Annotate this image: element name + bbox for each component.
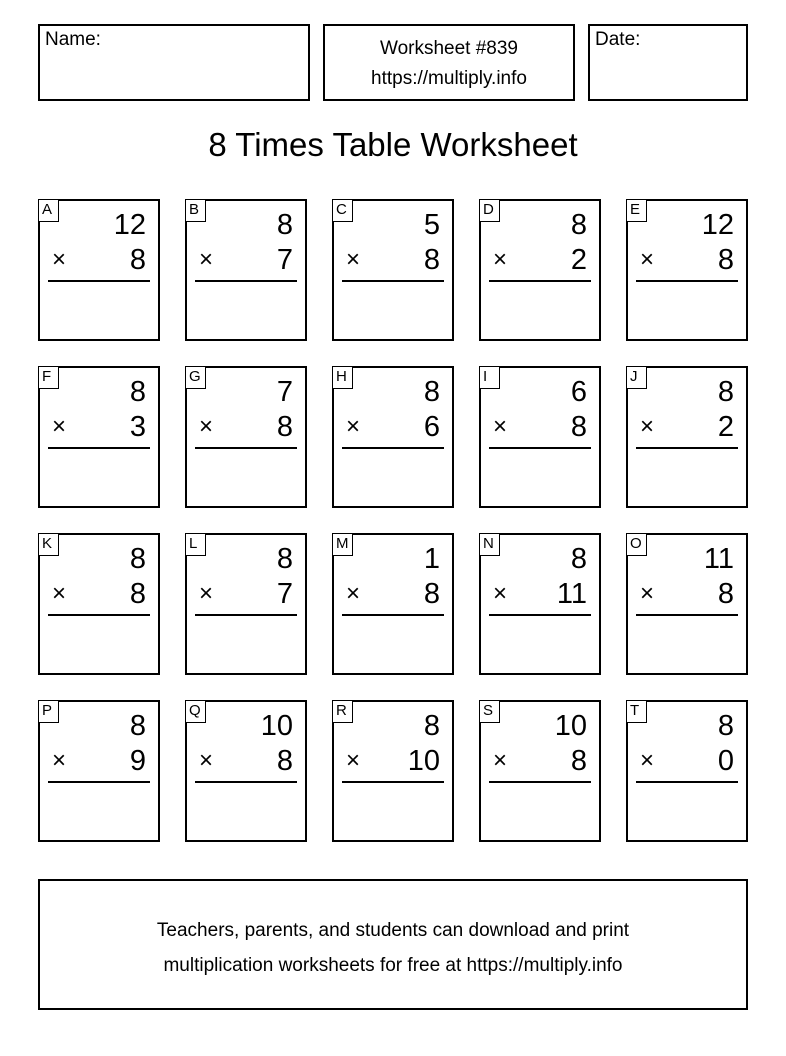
answer-rule	[636, 614, 738, 616]
date-field-box[interactable]	[588, 24, 748, 101]
answer-rule	[489, 781, 591, 783]
answer-rule	[636, 447, 738, 449]
multiplicand: 12	[701, 209, 734, 241]
multiplier: 8	[717, 578, 734, 610]
answer-rule	[342, 781, 444, 783]
problem-letter: N	[479, 533, 500, 556]
footer-box	[38, 879, 748, 1010]
multiplier: 2	[717, 411, 734, 443]
worksheet-number: Worksheet #839	[379, 38, 518, 59]
problem-letter: G	[185, 366, 206, 389]
multiplier: 10	[407, 745, 440, 777]
multiply-sign-icon: ×	[199, 413, 214, 440]
answer-rule	[489, 614, 591, 616]
multiplier: 0	[717, 745, 734, 777]
problem-letter: B	[185, 199, 206, 222]
multiply-sign-icon: ×	[199, 580, 214, 607]
problem-card[interactable]	[38, 533, 160, 675]
multiplier: 8	[276, 411, 293, 443]
multiply-sign-icon: ×	[199, 747, 214, 774]
problem-letter: L	[185, 533, 206, 556]
problem-card[interactable]	[479, 533, 601, 675]
multiplicand: 1	[423, 543, 440, 575]
problem-letter: E	[626, 199, 647, 222]
answer-rule	[48, 614, 150, 616]
problem-card[interactable]	[185, 199, 307, 341]
problem-letter: O	[626, 533, 647, 556]
problem-card[interactable]	[479, 199, 601, 341]
multiply-sign-icon: ×	[346, 580, 361, 607]
date-label: Date:	[595, 29, 641, 50]
problem-letter: H	[332, 366, 353, 389]
page-title: 8 Times Table Worksheet	[208, 126, 578, 163]
answer-rule	[195, 447, 297, 449]
worksheet-info-box	[323, 24, 575, 101]
multiplicand: 8	[423, 710, 440, 742]
problem-card[interactable]	[479, 366, 601, 508]
answer-rule	[48, 781, 150, 783]
multiplier: 8	[129, 578, 146, 610]
multiplier: 2	[570, 244, 587, 276]
problem-letter: F	[38, 366, 59, 389]
name-label: Name:	[45, 29, 101, 50]
multiplier: 8	[423, 578, 440, 610]
problem-card[interactable]	[38, 700, 160, 842]
multiply-sign-icon: ×	[52, 246, 67, 273]
worksheet-url: https://multiply.info	[371, 68, 527, 89]
problem-card[interactable]	[185, 700, 307, 842]
problem-letter: I	[479, 366, 500, 389]
multiply-sign-icon: ×	[493, 246, 508, 273]
multiply-sign-icon: ×	[493, 413, 508, 440]
footer-line-1: Teachers, parents, and students can download and print	[156, 920, 630, 941]
problem-card[interactable]	[185, 533, 307, 675]
problem-card[interactable]	[185, 366, 307, 508]
problem-letter: D	[479, 199, 500, 222]
problem-card[interactable]	[332, 366, 454, 508]
multiplicand: 8	[276, 209, 293, 241]
multiplier: 8	[717, 244, 734, 276]
answer-rule	[489, 447, 591, 449]
multiply-sign-icon: ×	[493, 747, 508, 774]
multiply-sign-icon: ×	[52, 580, 67, 607]
multiplier: 8	[276, 745, 293, 777]
problem-card[interactable]	[626, 366, 748, 508]
multiply-sign-icon: ×	[640, 747, 655, 774]
problem-letter: R	[332, 700, 353, 723]
problem-letter: Q	[185, 700, 206, 723]
multiplier: 8	[129, 244, 146, 276]
multiplicand: 11	[703, 543, 734, 575]
multiplier: 7	[276, 244, 293, 276]
multiply-sign-icon: ×	[640, 580, 655, 607]
multiply-sign-icon: ×	[199, 246, 214, 273]
multiplier: 8	[423, 244, 440, 276]
multiplicand: 8	[129, 710, 146, 742]
multiplicand: 8	[129, 376, 146, 408]
multiply-sign-icon: ×	[346, 413, 361, 440]
answer-rule	[342, 447, 444, 449]
problem-card[interactable]	[332, 700, 454, 842]
multiplier: 7	[276, 578, 293, 610]
answer-rule	[342, 280, 444, 282]
answer-rule	[195, 280, 297, 282]
multiply-sign-icon: ×	[52, 747, 67, 774]
multiply-sign-icon: ×	[346, 747, 361, 774]
multiply-sign-icon: ×	[346, 246, 361, 273]
multiply-sign-icon: ×	[52, 413, 67, 440]
multiplier: 6	[423, 411, 440, 443]
multiplicand: 10	[554, 710, 587, 742]
problem-card[interactable]	[626, 533, 748, 675]
multiplicand: 12	[113, 209, 146, 241]
multiplicand: 8	[276, 543, 293, 575]
problem-card[interactable]	[626, 199, 748, 341]
answer-rule	[195, 781, 297, 783]
answer-rule	[636, 280, 738, 282]
multiplier: 11	[556, 578, 587, 610]
multiplicand: 8	[717, 710, 734, 742]
problem-letter: P	[38, 700, 59, 723]
multiply-sign-icon: ×	[493, 580, 508, 607]
problem-card[interactable]	[479, 700, 601, 842]
problem-letter: C	[332, 199, 353, 222]
multiplicand: 6	[570, 376, 587, 408]
problem-card[interactable]	[332, 199, 454, 341]
multiplicand: 8	[129, 543, 146, 575]
multiplier: 8	[570, 745, 587, 777]
problem-card[interactable]	[38, 199, 160, 341]
multiplicand: 8	[570, 209, 587, 241]
problem-card[interactable]	[332, 533, 454, 675]
answer-rule	[489, 280, 591, 282]
multiplier: 9	[129, 745, 146, 777]
multiplicand: 7	[276, 376, 293, 408]
multiply-sign-icon: ×	[640, 413, 655, 440]
problem-card[interactable]	[38, 366, 160, 508]
problem-letter: M	[332, 533, 353, 556]
multiplicand: 5	[423, 209, 440, 241]
problem-letter: K	[38, 533, 59, 556]
multiplicand: 10	[260, 710, 293, 742]
answer-rule	[342, 614, 444, 616]
footer-line-2: multiplication worksheets for free at https://multiply.info	[163, 955, 623, 976]
multiply-sign-icon: ×	[640, 246, 655, 273]
problem-card[interactable]	[626, 700, 748, 842]
problem-grid	[38, 199, 750, 843]
multiplicand: 8	[423, 376, 440, 408]
answer-rule	[48, 447, 150, 449]
multiplier: 8	[570, 411, 587, 443]
problem-letter: J	[626, 366, 647, 389]
multiplicand: 8	[570, 543, 587, 575]
problem-letter: T	[626, 700, 647, 723]
multiplicand: 8	[717, 376, 734, 408]
multiplier: 3	[129, 411, 146, 443]
answer-rule	[636, 781, 738, 783]
answer-rule	[195, 614, 297, 616]
name-field-box[interactable]	[38, 24, 310, 101]
problem-letter: A	[38, 199, 59, 222]
problem-letter: S	[479, 700, 500, 723]
answer-rule	[48, 280, 150, 282]
